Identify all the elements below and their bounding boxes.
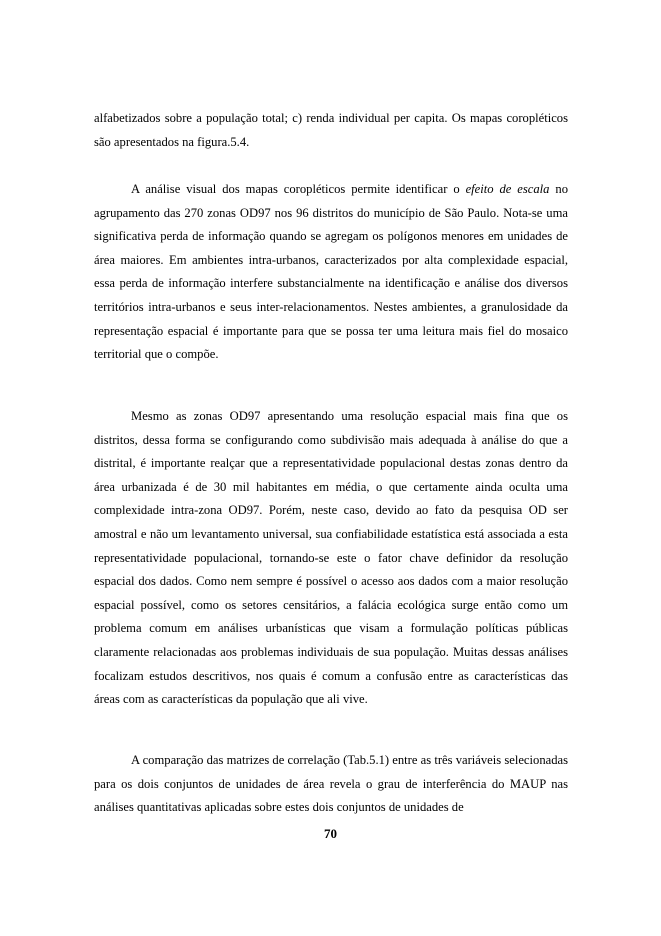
- paragraph-scale-effect: [94, 178, 568, 367]
- page-number: 70: [324, 826, 337, 841]
- scale-effect-emphasis: efeito de escala: [465, 182, 550, 196]
- paragraph-scale-effect-rest: no agrupamento das 270 zonas OD97 nos 96 distritos do município de São Paulo. Nota-se uma significativa perda de informação quando se agregam os polígonos menores em unidades de área maiores. Em ambientes intra-urbanos, caracterizados por alta complexidade espacial, essa perda de informação interfere substancialmente na identificação e análise dos diversos territórios intra-urbanos e seus inter-relacionamentos. Nestes ambientes, a granulosidade da representação espacial é importante para que se possa ter uma leitura mais fiel do mosaico territorial que o compõe.: [94, 182, 568, 362]
- paragraph-continuation: alfabetizados sobre a população total; c) renda individual per capita. Os mapas coropléticos são apresentados na figura.5.4.: [94, 111, 568, 149]
- paragraph-scale-effect-start: A análise visual dos mapas coropléticos permite identificar o: [131, 182, 466, 196]
- paragraph-correlation-matrices: A comparação das matrizes de correlação (Tab.5.1) entre as três variáveis selecionadas para os dois conjuntos de unidades de área revela o grau de interferência do MAUP nas análises quantitativas aplicadas sobre estes dois conjuntos de unidades de: [94, 753, 568, 815]
- paragraph-od97-zones: Mesmo as zonas OD97 apresentando uma resolução espacial mais fina que os distritos, dessa forma se configurando como subdivisão mais adequada à análise do que a distrital, é importante realçar que a representatividade populacional destas zonas dentro da área urbanizada é de 30 mil habitantes em média, o que certamente ainda oculta uma complexidade intra-zona OD97. Porém, neste caso, devido ao fato da pesquisa OD ser amostral e não um levantamento universal, sua confiabilidade estatística está associada a esta representatividade populacional, tornando-se este o fator chave definidor da resolução espacial dos dados. Como nem sempre é possível o acesso aos dados com a maior resolução espacial possível, como os setores censitários, a falácia ecológica surge então como um problema comum em análises urbanísticas que visam a formulação políticas públicas claramente relacionadas aos problemas individuais de sua população. Muitas dessas análises focalizam estudos descritivos, nos quais é comum a confusão entre as características das áreas com as características da população que ali vive.: [94, 409, 568, 707]
